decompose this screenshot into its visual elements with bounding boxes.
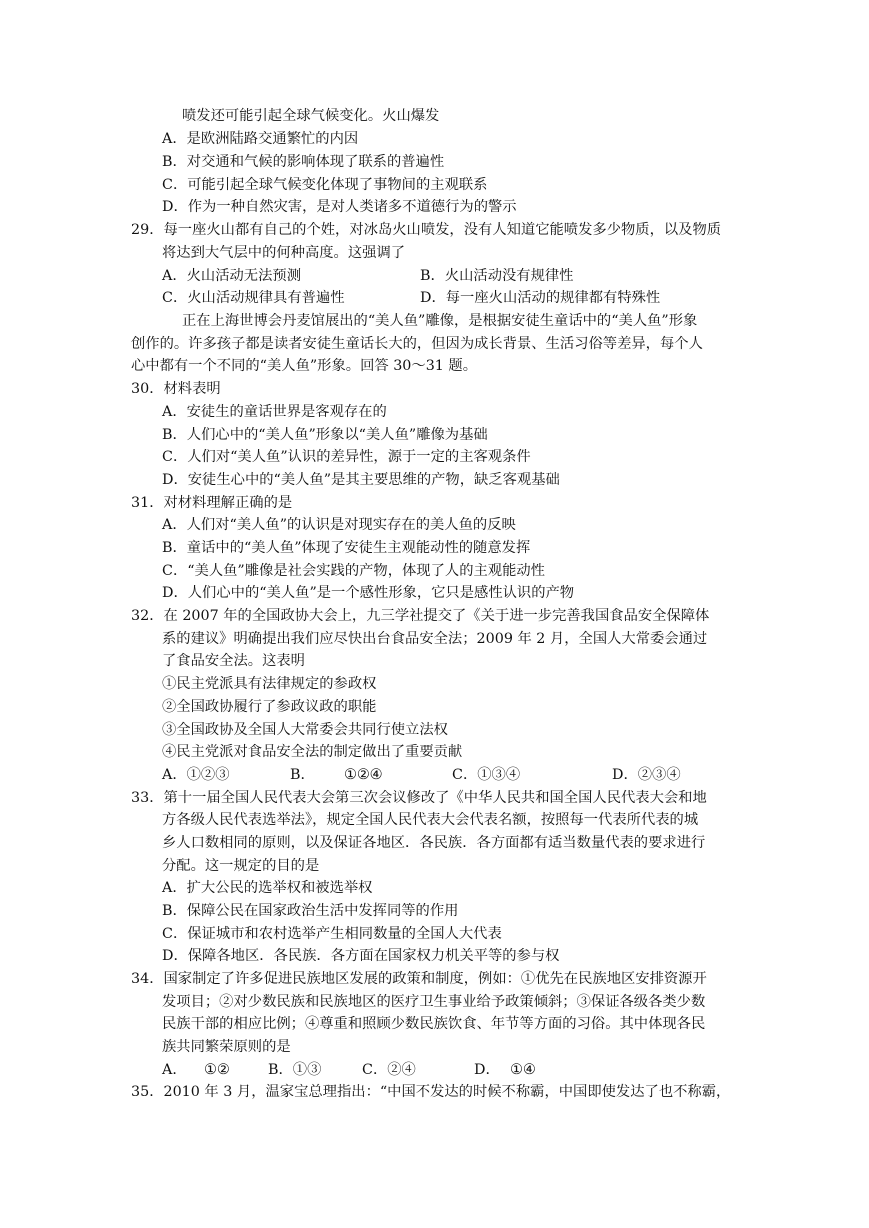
text-line: 乡人口数相同的原则，以及保证各地区．各民族．各方面都有适当数量代表的要求进行 — [162, 835, 706, 851]
text-line: 分配。这一规定的目的是 — [162, 858, 320, 874]
question-29: 29．每一座火山都有自己的个姓，对冰岛火山喷发，没有人知道它能喷发多少物质，以及物质 — [131, 222, 722, 238]
statement-4: ④民主党派对食品安全法的制定做出了重要贡献 — [162, 744, 463, 760]
text-line: 方各级人民代表选举法》，规定全国人民代表大会代表名额，按照每一代表所代表的城 — [162, 812, 699, 828]
material-paragraph: 心中都有一个不同的“美人鱼”形象。回答 30～31 题。 — [131, 358, 478, 374]
option-d: D．人们心中的“美人鱼”是一个感性形象，它只是感性认识的产物 — [162, 585, 575, 601]
option-b: ①②④ — [344, 767, 383, 783]
option-b: B．火山活动没有规律性 — [420, 268, 574, 284]
text-line: 喷发还可能引起全球气候变化。火山爆发 — [182, 108, 440, 124]
statement-3: ③全国政协及全国人大常委会共同行使立法权 — [162, 722, 448, 738]
text-line: 系的建议》明确提出我们应尽快出台食品安全法；2009 年 2 月，全国人大常委会通过 — [162, 631, 708, 647]
option-c: C．人们对“美人鱼”认识的差异性，源于一定的主客观条件 — [162, 449, 531, 465]
option-c: C．“美人鱼”雕像是社会实践的产物，体现了人的主观能动性 — [162, 563, 545, 579]
option-a: A．人们对“美人鱼”的认识是对现实存在的美人鱼的反映 — [162, 517, 516, 533]
statement-2: ②全国政协履行了参政议政的职能 — [162, 699, 377, 715]
question-34: 34．国家制定了许多促进民族地区发展的政策和制度，例如：①优先在民族地区安排资源开 — [131, 971, 707, 987]
option-b-label: B． — [290, 767, 315, 783]
option-d: D．保障各地区．各民族．各方面在国家权力机关平等的参与权 — [162, 948, 560, 964]
option-c: C．可能引起全球气候变化体现了事物间的主观联系 — [162, 177, 488, 193]
option-a: ①② — [204, 1062, 230, 1078]
option-d: D．安徒生心中的“美人鱼”是其主要思维的产物，缺乏客观基础 — [162, 472, 560, 488]
material-paragraph: 创作的。许多孩子都是读者安徒生童话长大的，但因为成长背景、生活习俗等差异，每个人 — [131, 336, 703, 352]
option-b: B．童话中的“美人鱼”体现了安徒生主观能动性的随意发挥 — [162, 540, 531, 556]
option-a: A．火山活动无法预测 — [162, 268, 301, 284]
option-b: B．①③ — [268, 1062, 322, 1078]
option-a-label: A． — [162, 1062, 187, 1078]
option-b: B．对交通和气候的影响体现了联系的普遍性 — [162, 154, 445, 170]
option-a: A．是欧洲陆路交通繁忙的内因 — [162, 131, 359, 147]
option-a: A．①②③ — [162, 767, 230, 783]
material-paragraph: 正在上海世博会丹麦馆展出的“美人鱼”雕像，是根据安徒生童话中的“美人鱼”形象 — [182, 313, 698, 329]
question-33: 33．第十一届全国人民代表大会第三次会议修改了《中华人民共和国全国人民代表大会和地 — [131, 790, 707, 806]
option-d: ①④ — [510, 1062, 536, 1078]
option-b: B．人们心中的“美人鱼”形象以“美人鱼”雕像为基础 — [162, 427, 488, 443]
text-line: 了食品安全法。这表明 — [162, 653, 305, 669]
option-d: D．作为一种自然灾害，是对人类诸多不道德行为的警示 — [162, 199, 517, 215]
question-31: 31．对材料理解正确的是 — [131, 495, 293, 511]
option-d-label: D． — [474, 1062, 500, 1078]
question-30: 30．材料表明 — [131, 381, 221, 397]
statement-1: ①民主党派具有法律规定的参政权 — [162, 676, 377, 692]
text-line: 发项目；②对少数民族和民族地区的医疗卫生事业给予政策倾斜；③保证各级各类少数 — [162, 994, 706, 1010]
text-line: 将达到大气层中的何种高度。这强调了 — [162, 245, 406, 261]
option-c: C．②④ — [362, 1062, 416, 1078]
option-a: A．安徒生的童话世界是客观存在的 — [162, 404, 387, 420]
text-line: 族共同繁荣原则的是 — [162, 1039, 291, 1055]
option-b: B．保障公民在国家政治生活中发挥同等的作用 — [162, 903, 459, 919]
question-32: 32．在 2007 年的全国政协大会上，九三学社提交了《关于进一步完善我国食品安全保障体 — [131, 608, 710, 624]
option-a: A．扩大公民的选举权和被选举权 — [162, 880, 373, 896]
option-c: C．①③④ — [452, 767, 521, 783]
option-c: C．火山活动规律具有普遍性 — [162, 290, 345, 306]
option-c: C．保证城市和农村选举产生相同数量的全国人大代表 — [162, 926, 502, 942]
question-35: 35．2010 年 3 月，温家宝总理指出：“中国不发达的时候不称霸，中国即使发达了也不称霸， — [131, 1084, 731, 1100]
option-d: D．每一座火山活动的规律都有特殊性 — [420, 290, 661, 306]
option-d: D．②③④ — [612, 767, 681, 783]
text-line: 民族干部的相应比例；④尊重和照顾少数民族饮食、年节等方面的习俗。其中体现各民 — [162, 1016, 706, 1032]
